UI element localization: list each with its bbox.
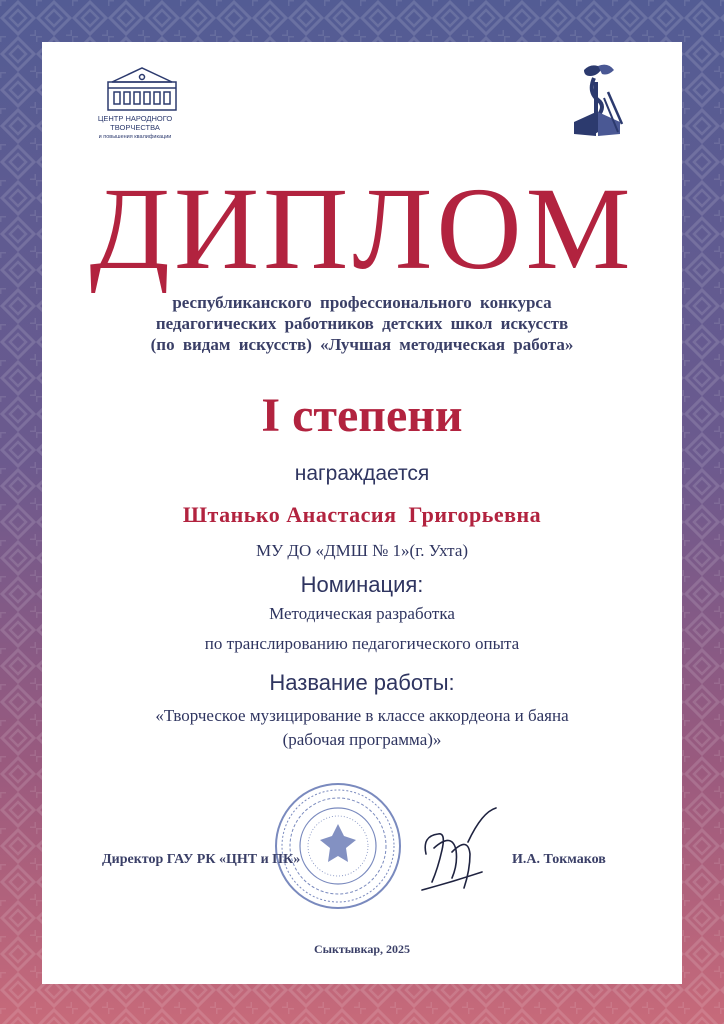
work-title-line2: (рабочая программа)» — [282, 730, 442, 749]
subtitle-line1: республиканского профессионального конкурса — [172, 293, 552, 312]
diploma-title: ДИПЛОМ — [89, 163, 635, 294]
logo-caption-line2: ТВОРЧЕСТВА — [110, 123, 160, 132]
logo-caption-line1: ЦЕНТР НАРОДНОГО — [97, 114, 173, 123]
work-label: Название работы: — [269, 670, 455, 695]
awarded-label: награждается — [294, 462, 430, 485]
nomination-line2: по транслированию педагогического опыта — [204, 634, 520, 653]
director-position: Директор ГАУ РК «ЦНТ и ПК» — [102, 852, 301, 867]
arts-emblem-icon — [564, 62, 628, 144]
building-logo-icon — [102, 64, 182, 112]
director-name: И.А. Токмаков — [512, 852, 606, 867]
diploma-sheet — [42, 42, 682, 984]
logo-caption-line3: и повышения квалификации — [98, 134, 172, 140]
director-signature-icon — [412, 802, 502, 902]
nomination-line1: Методическая разработка — [269, 604, 455, 623]
official-seal-icon — [272, 780, 404, 912]
subtitle-line3: (по видам искусств) «Лучшая методическая работа» — [150, 335, 574, 354]
degree-title: I степени — [261, 389, 463, 442]
subtitle-line2: педагогических работников детских школ искусств — [155, 314, 569, 333]
work-title-line1: «Творческое музицирование в классе аккордеона и баяна — [155, 706, 569, 725]
school-name: МУ ДО «ДМШ № 1»(г. Ухта) — [255, 541, 469, 560]
nomination-label: Номинация: — [300, 572, 424, 597]
awardee-name: Штанько Анастасия Григорьевна — [182, 502, 542, 527]
city-year: Сыктывкар, 2025 — [313, 942, 411, 956]
